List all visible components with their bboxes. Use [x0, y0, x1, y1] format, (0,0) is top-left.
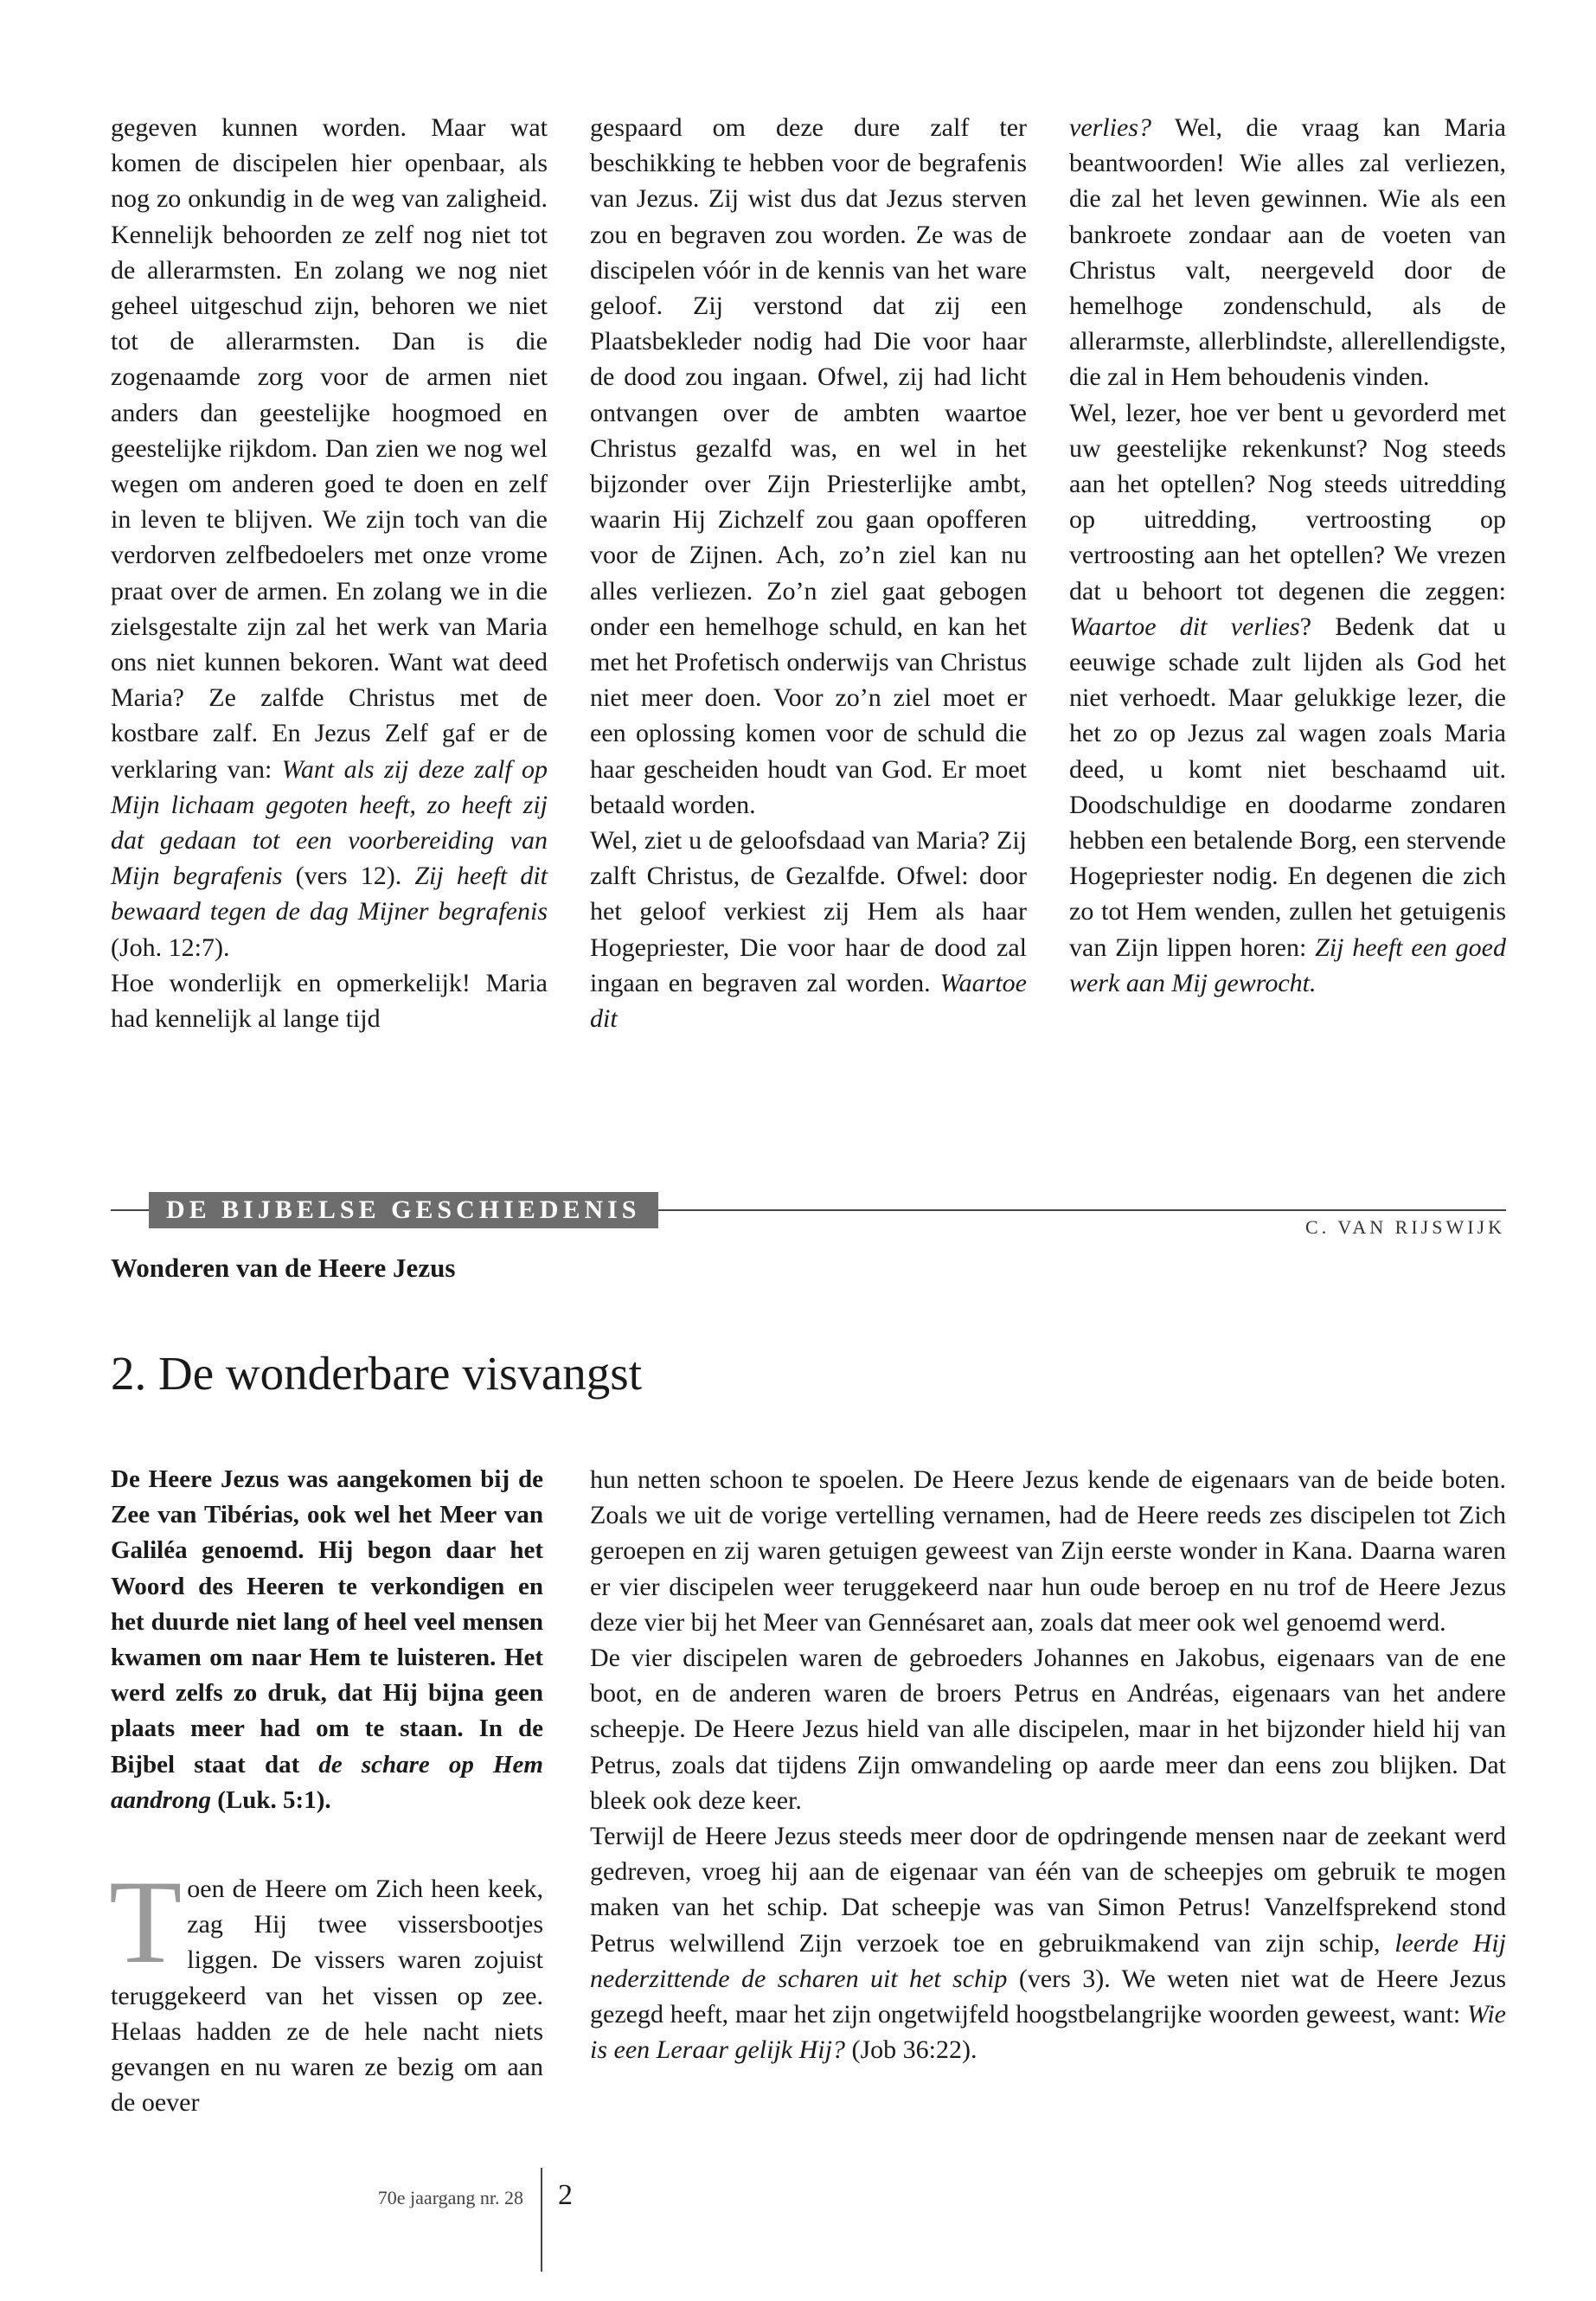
lead-paragraph	[111, 1462, 543, 1818]
italic-text: Zij heeft dit bewaard tegen de dag Mijner begrafenis	[111, 862, 548, 926]
page-number: 2	[558, 2179, 573, 2211]
article-column-right	[590, 1462, 1506, 2067]
paragraph	[590, 1818, 1506, 2067]
text-run: oen de Heere om Zich heen keek, zag Hij twee vissersbootjes liggen. De vissers waren zojuist teruggekeerd van het vissen op zee. Helaas hadden ze de hele nacht niets gevangen en nu waren ze bezig om aan de oever	[111, 1875, 543, 2118]
text-run: Terwijl de Heere Jezus steeds meer door de opdringende mensen naar de zeekant werd gedreven, vroeg hij aan de eigenaar van één van de scheepjes om gebruik te mogen maken van het schip. Dat scheepje was van Simon Petrus! Vanzelfsprekend stond Petrus welwillend Zijn verzoek toe en gebruikmakend van zijn schip,	[590, 1822, 1506, 1958]
text-run: (vers 12).	[282, 862, 415, 891]
paragraph	[590, 1462, 1506, 1640]
italic-text: Wie is een Leraar gelijk Hij?	[590, 2000, 1506, 2065]
text-run: Wel, die vraag kan Maria beantwoorden! Wie alles zal verliezen, die zal het leven gewinnen. Wie als een bankroete zondaar aan de voeten van Christus valt, neergeveld door de hemelhoge zondenschuld, als de allerarmste, allerblindste, allerellendigste, die zal in Hem behoudenis vinden.	[1069, 113, 1506, 392]
issue-label: 70e jaargang nr. 28	[377, 2187, 523, 2208]
drop-cap: T	[109, 1856, 183, 1988]
text-run: ? Bedenk dat u eeuwige schade zult lijden als God het niet verhoedt. Maar gelukkige lezer, die het zo op Jezus zal wagen zoals Maria deed, u komt niet beschaamd uit. Doodschuldige en doodarme zondaren hebben een betalende Borg, een stervende Hogepriester nodig. En degenen die zich zo tot Hem wenden, zullen het getuigenis van Zijn lippen horen:	[1069, 612, 1507, 962]
text-run: De vier discipelen waren de gebroeders Johannes en Jakobus, eigenaars van de ene boot, en de anderen waren de broers Petrus en Andréas, eigenaars van het andere scheepje. De Heere Jezus hield van alle discipelen, maar in het bijzonder hield hij van Petrus, zoals dat tijdens Zijn omwandeling op aarde meer dan eens zou blijken. Dat bleek ook deze keer.	[590, 1644, 1506, 1815]
article-title: 2. De wonderbare visvangst	[111, 1347, 642, 1400]
italic-text: verlies?	[1069, 113, 1151, 142]
footer-divider	[541, 2168, 542, 2272]
text-run: gespaard om deze dure zalf ter beschikking te hebben voor de begrafenis van Jezus. Zij wist dus dat Jezus sterven zou en begraven zou worden. Ze was de discipelen vóór in de kennis van het ware geloof. Zij verstond dat zij een Plaatsbekleder nodig had Die voor haar de dood zou ingaan. Ofwel, zij had licht ontvangen over de ambten waartoe Christus gezalfd was, en wel in het bijzonder over Zijn Priesterlijke ambt, waarin Hij Zichzelf zou gaan opofferen voor de Zijnen. Ach, zo’n ziel kan nu alles verliezen. Zo’n ziel gaat gebogen onder een hemelhoge schuld, en kan het met het Profetisch onderwijs van Christus niet meer doen. Voor zo’n ziel moet er een oplossing komen voor de schuld die haar gescheiden houdt van God. Er moet betaald worden.	[590, 113, 1027, 819]
series-subtitle: Wonderen van de Heere Jezus	[111, 1253, 456, 1283]
paragraph	[1069, 395, 1506, 1001]
paragraph	[111, 965, 548, 1036]
italic-text: Waartoe dit	[590, 968, 1027, 1034]
text-run: Wel, ziet u de geloofsdaad van Maria? Zij zalft Christus, de Gezalfde. Ofwel: door het geloof verkiest zij Hem als haar Hogepriester, Die voor haar de dood zal ingaan en begraven zal worden.	[590, 826, 1027, 997]
italic-text: Waartoe dit verlies	[1069, 612, 1300, 641]
italic-text: Want als zij deze zalf op Mijn lichaam gegoten heeft, zo heeft zij dat gedaan tot een voorbereiding van Mijn begrafenis	[111, 754, 548, 891]
text-run: (Luk. 5:1).	[211, 1785, 331, 1814]
paragraph	[1069, 110, 1506, 395]
paragraph	[590, 110, 1027, 823]
author-name: C. VAN RIJSWIJK	[1305, 1216, 1505, 1238]
section-band-label: DE BIJBELSE GESCHIEDENIS	[149, 1192, 658, 1228]
article-column-left	[109, 1856, 543, 2120]
text-run: gegeven kunnen worden. Maar wat komen de discipelen hier openbaar, als nog zo onkundig in de weg van zaligheid. Kennelijk behoorden ze zelf nog niet tot de allerarmsten. En zolang we nog niet geheel uitgeschud zijn, behoren we niet tot de allerarmsten. Dan is die zogenaamde zorg voor de armen niet anders dan geestelijke hoogmoed en geestelijke rijkdom. Dan zien we nog wel wegen om anderen goed te doen en zelf in leven te blijven. We zijn toch van die verdorven zelfbedoelers met onze vrome praat over de armen. En zolang we in die zielsgestalte zijn zal het werk van Maria ons niet kunnen bekoren. Want wat deed Maria? Ze zalfde Christus met de kostbare zalf. En Jezus Zelf gaf er de verklaring van:	[111, 113, 548, 784]
paragraph	[111, 110, 548, 965]
italic-text: Zij heeft een goed werk aan Mij gewrocht.	[1069, 933, 1507, 997]
text-run: Hoe wonderlijk en opmerkelijk! Maria had kennelijk al lange tijd	[111, 968, 548, 1034]
column-1	[111, 110, 548, 1036]
text-run: (vers 3). We weten niet wat de Heere Jezus gezegd heeft, maar het zijn ongetwijfeld hoogstbelangrijke woorden geweest, want:	[590, 1964, 1506, 2029]
paragraph	[590, 823, 1027, 1036]
column-2	[590, 110, 1027, 1036]
text-run: Wel, lezer, hoe ver bent u gevorderd met uw geestelijke rekenkunst? Nog steeds aan het optellen? Nog steeds uitredding op uitredding, vertroosting op vertroosting aan het optellen? We vrezen dat u behoort tot degenen die zeggen:	[1069, 398, 1506, 606]
text-run: (Job 36:22).	[844, 2035, 977, 2065]
italic-text: de schare op Hem aandrong	[111, 1750, 543, 1814]
italic-text: leerde Hij nederzittende de scharen uit het schip	[590, 1928, 1506, 1993]
column-3	[1069, 110, 1506, 1001]
text-run: De Heere Jezus was aangekomen bij de Zee van Tibérias, ook wel het Meer van Galiléa genoemd. Hij begon daar het Woord des Heeren te verkondigen en het duurde niet lang of heel veel mensen kwamen om naar Hem te luisteren. Het werd zelfs zo druk, dat Hij bijna geen plaats meer had om te staan. In de Bijbel staat dat	[111, 1465, 543, 1779]
paragraph	[590, 1640, 1506, 1818]
text-run: (Joh. 12:7).	[111, 933, 230, 962]
text-run: hun netten schoon te spoelen. De Heere Jezus kende de eigenaars van de beide boten. Zoals we uit de vorige vertelling vernamen, had de Heere reeds zes discipelen tot Zich geroepen en zij waren getuigen geweest van Zijn eerste wonder in Kana. Daarna waren er vier discipelen weer teruggekeerd naar hun oude beroep en nu trof de Heere Jezus deze vier bij het Meer van Gennésaret aan, zoals dat meer ook wel genoemd werd.	[590, 1465, 1506, 1637]
